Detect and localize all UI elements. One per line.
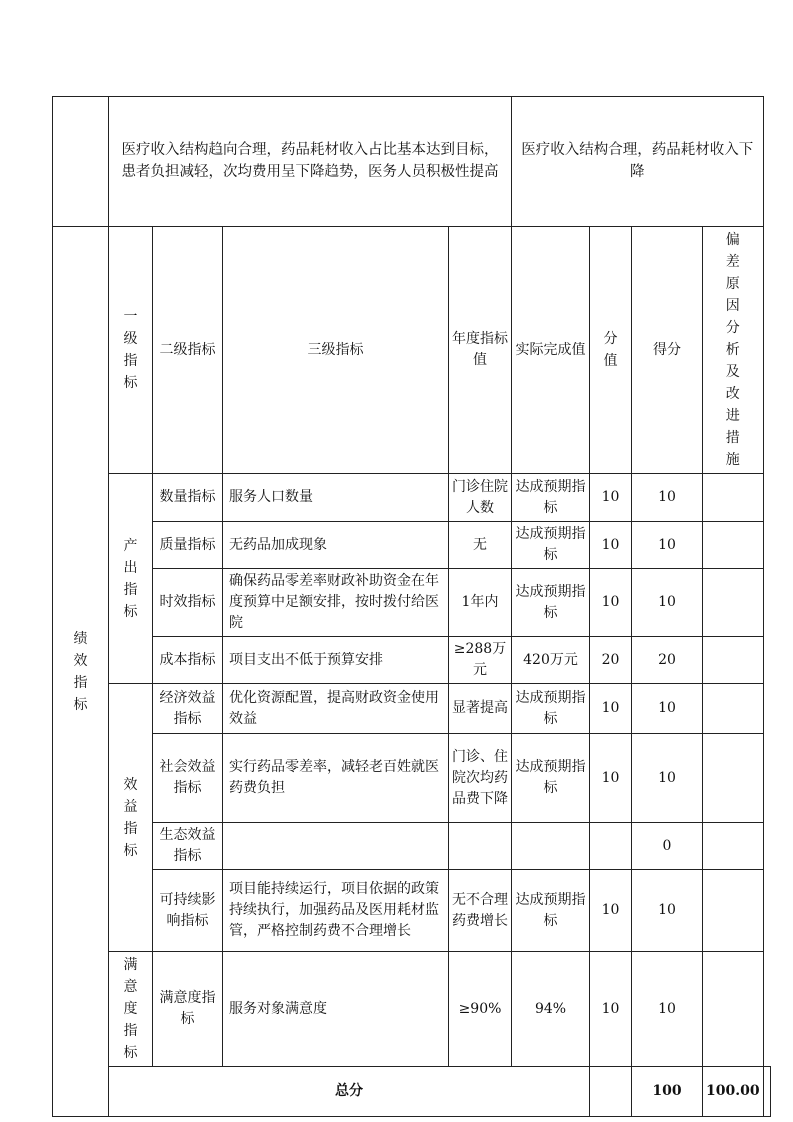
table-row [53, 637, 771, 684]
row-annual-value [449, 823, 512, 870]
row-actual-value: 94% [512, 952, 590, 1067]
row-level3: 服务对象满意度 [223, 952, 449, 1067]
row-score: 10 [632, 684, 703, 734]
row-level2: 质量指标 [153, 522, 223, 569]
total-deviation-cell [763, 1067, 770, 1117]
row-deviation [703, 952, 764, 1067]
row-deviation [703, 569, 764, 637]
row-points: 10 [590, 522, 632, 569]
table-row [53, 734, 771, 823]
row-points [590, 823, 632, 870]
row-level2: 生态效益指标 [153, 823, 223, 870]
row-actual-value: 达成预期指标 [512, 684, 590, 734]
row-score: 10 [632, 734, 703, 823]
table-row [53, 474, 771, 522]
row-actual-value: 420万元 [512, 637, 590, 684]
group-benefit-label: 效益指标 [109, 684, 153, 952]
row-annual-value: 门诊、住院次均药品费下降 [449, 734, 512, 823]
row-points: 10 [590, 734, 632, 823]
row-score: 0 [632, 823, 703, 870]
row-deviation [703, 637, 764, 684]
group-satisfaction-label: 满意度指标 [109, 952, 153, 1067]
row-score: 10 [632, 474, 703, 522]
row-score: 10 [632, 952, 703, 1067]
row-score: 10 [632, 569, 703, 637]
row-deviation [703, 684, 764, 734]
goal-blank-cell [53, 97, 109, 227]
row-annual-value: 门诊住院人数 [449, 474, 512, 522]
row-points: 20 [590, 637, 632, 684]
row-deviation [703, 870, 764, 952]
table-row [53, 569, 771, 637]
row-actual-value: 达成预期指标 [512, 474, 590, 522]
header-actual-value: 实际完成值 [512, 227, 590, 474]
row-points: 10 [590, 952, 632, 1067]
row-level3 [223, 823, 449, 870]
row-level3: 实行药品零差率，减轻老百姓就医药费负担 [223, 734, 449, 823]
header-level1: 一级指标 [109, 227, 153, 474]
row-annual-value: 1年内 [449, 569, 512, 637]
table-row [53, 870, 771, 952]
row-level3: 项目支出不低于预算安排 [223, 637, 449, 684]
row-points: 10 [590, 684, 632, 734]
header-level3: 三级指标 [223, 227, 449, 474]
group-output-label: 产出指标 [109, 474, 153, 684]
header-points: 分值 [590, 227, 632, 474]
row-annual-value: ≥288万元 [449, 637, 512, 684]
row-level3: 确保药品零差率财政补助资金在年度预算中足额安排，按时拨付给医院 [223, 569, 449, 637]
table-row [53, 823, 771, 870]
total-points: 100 [632, 1067, 703, 1117]
row-deviation [703, 474, 764, 522]
row-deviation [703, 823, 764, 870]
row-score: 20 [632, 637, 703, 684]
row-annual-value: 无不合理药费增长 [449, 870, 512, 952]
header-annual-value: 年度指标值 [449, 227, 512, 474]
actual-goal-text: 医疗收入结构合理，药品耗材收入下降 [512, 97, 764, 227]
row-annual-value: ≥90% [449, 952, 512, 1067]
row-score: 10 [632, 522, 703, 569]
row-deviation [703, 522, 764, 569]
row-level3: 无药品加成现象 [223, 522, 449, 569]
row-level2: 满意度指标 [153, 952, 223, 1067]
header-deviation: 偏差原因分析及改进措施 [703, 227, 764, 474]
expected-goal-text: 医疗收入结构趋向合理，药品耗材收入占比基本达到目标，患者负担减轻，次均费用呈下降趋势，医务人员积极性提高 [109, 97, 512, 227]
header-score: 得分 [632, 227, 703, 474]
total-score: 100.00 [703, 1067, 764, 1117]
row-actual-value: 达成预期指标 [512, 870, 590, 952]
total-label: 总分 [109, 1067, 590, 1117]
row-score: 10 [632, 870, 703, 952]
total-row [53, 1067, 771, 1117]
row-level2: 经济效益指标 [153, 684, 223, 734]
table-row [53, 522, 771, 569]
row-deviation [703, 734, 764, 823]
row-actual-value [512, 823, 590, 870]
row-annual-value: 显著提高 [449, 684, 512, 734]
row-points: 10 [590, 870, 632, 952]
row-annual-value: 无 [449, 522, 512, 569]
row-actual-value: 达成预期指标 [512, 522, 590, 569]
table-row [53, 684, 771, 734]
row-points: 10 [590, 474, 632, 522]
table-row [53, 952, 771, 1067]
total-blank-cell [590, 1067, 632, 1117]
row-level3: 服务人口数量 [223, 474, 449, 522]
row-level2: 成本指标 [153, 637, 223, 684]
row-level2: 社会效益指标 [153, 734, 223, 823]
header-level2: 二级指标 [153, 227, 223, 474]
row-actual-value: 达成预期指标 [512, 734, 590, 823]
row-level3: 优化资源配置，提高财政资金使用效益 [223, 684, 449, 734]
row-level2: 数量指标 [153, 474, 223, 522]
row-points: 10 [590, 569, 632, 637]
performance-table [52, 96, 771, 1117]
performance-indicator-label: 绩效指标 [53, 227, 109, 1117]
row-level3: 项目能持续运行，项目依据的政策持续执行，加强药品及医用耗材监管，严格控制药费不合理增长 [223, 870, 449, 952]
row-actual-value: 达成预期指标 [512, 569, 590, 637]
row-level2: 可持续影响指标 [153, 870, 223, 952]
row-level2: 时效指标 [153, 569, 223, 637]
